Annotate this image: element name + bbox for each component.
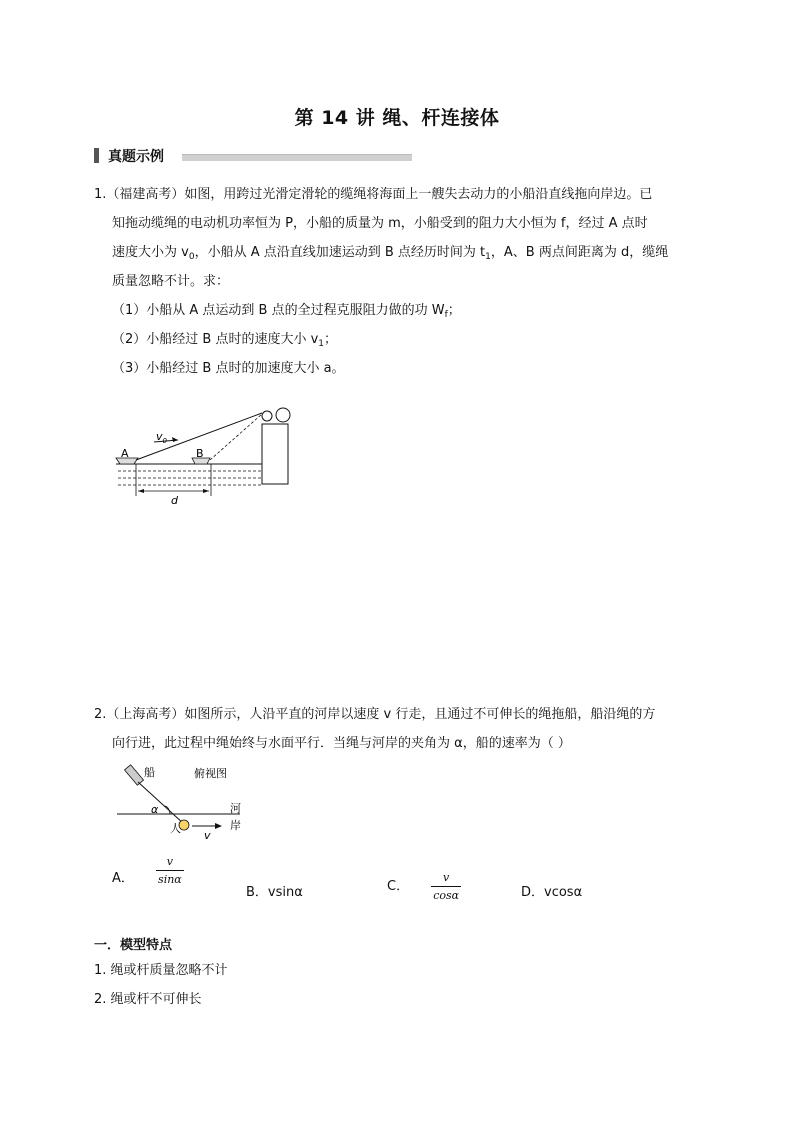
label-person: 人 (170, 822, 181, 835)
motor (276, 408, 290, 422)
model-item-1: 1. 绳或杆质量忽略不计 (94, 963, 228, 978)
section-marker (94, 148, 99, 163)
option-b[interactable]: B．vsinα (246, 885, 303, 900)
q1-sub3: （3）小船经过 B 点时的加速度大小 a。 (112, 361, 345, 376)
label-river: 河 (230, 802, 241, 815)
page-title: 第 14 讲 绳、杆连接体 (294, 107, 500, 129)
q1-figure (112, 400, 302, 510)
label-alpha: α (151, 803, 159, 816)
option-c[interactable]: C． $\frac{v}{\cos\alpha}$ (387, 871, 460, 902)
label-a: A (121, 447, 129, 460)
label-view: 俯视图 (194, 767, 227, 780)
arrow-head (138, 489, 144, 493)
dock (262, 424, 288, 484)
q2-figure (112, 762, 252, 844)
q1-line4: 质量忽略不计。求： (112, 274, 230, 289)
rope (138, 782, 184, 824)
option-a[interactable]: A． $\frac{v}{\sin\alpha}$ (112, 855, 182, 886)
arrow-head (203, 489, 209, 493)
section-label: 真题示例 (108, 149, 164, 165)
label-bank: 岸 (230, 819, 241, 832)
boat-icon (125, 765, 144, 785)
model-heading: 一．模型特点 (94, 938, 173, 953)
q2-line1: 2.（上海高考）如图所示，人沿平直的河岸以速度 v 行走，且通过不可伸长的绳拖船，船沿绳的方 (94, 707, 656, 722)
model-item-2: 2. 绳或杆不可伸长 (94, 992, 202, 1007)
label-d: d (171, 494, 178, 507)
q1-sub2: （2）小船经过 B 点时的速度大小 $v_1$； (112, 332, 338, 349)
label-v: v (204, 829, 211, 842)
q2-line2: 向行进，此过程中绳始终与水面平行．当绳与河岸的夹角为 α，船的速率为（ ） (112, 736, 571, 751)
q1-line3: 速度大小为 $v_0$，小船从 A 点沿直线加速运动到 B 点经历时间为 $t_1$，A、B 两点间距离为 d，缆绳 (112, 245, 669, 262)
arrow-head (172, 437, 178, 442)
q1-sub1: （1）小船从 A 点运动到 B 点的全过程克服阻力做的功 $W_f$； (112, 303, 461, 320)
option-d[interactable]: D．vcosα (521, 885, 583, 900)
arrow-head (215, 823, 222, 829)
section-rule (182, 154, 412, 161)
label-b: B (196, 447, 204, 460)
label-boat: 船 (144, 766, 155, 779)
pulley (262, 411, 272, 421)
q1-line2: 知拖动缆绳的电动机功率恒为 P，小船的质量为 m，小船受到的阻力大小恒为 f，经过 A 点时 (112, 216, 648, 231)
label-v0: $v_0$ (156, 430, 167, 445)
q1-line1: 1.（福建高考）如图，用跨过光滑定滑轮的缆绳将海面上一艘失去动力的小船沿直线拖向岸边。已 (94, 187, 653, 202)
rope-dashed (210, 414, 262, 460)
